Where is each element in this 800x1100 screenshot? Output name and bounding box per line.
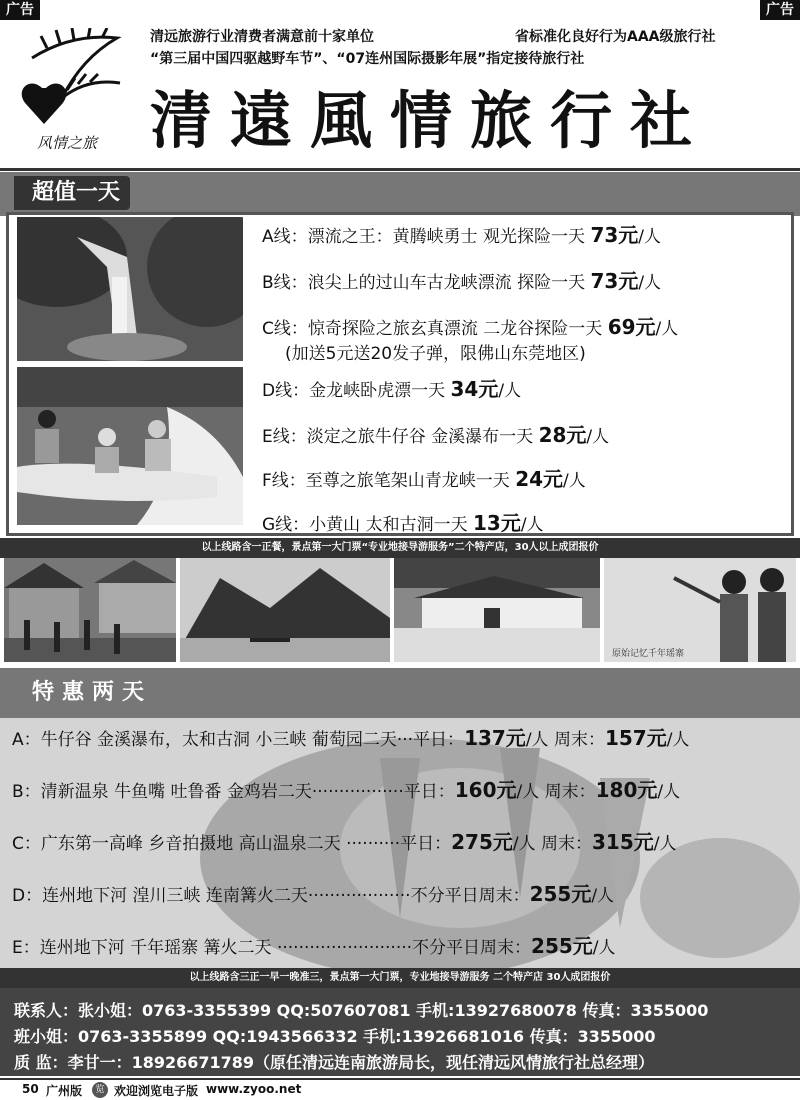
brand-name: 清遠風情旅行社 (150, 84, 711, 157)
one-day-note: 以上线路含一正餐，景点第一大门票“专业地接导游服务”二个特产店，30人以上成团报价 (0, 538, 800, 558)
line-item-price: 24元 (515, 467, 564, 491)
section-two-day-bar (0, 668, 800, 718)
header (0, 20, 800, 170)
line-item-text: C线：惊奇探险之旅玄真漂流 二龙谷探险一天 (262, 319, 608, 339)
line-item-unit: /人 (638, 273, 662, 293)
line-item-text: G线：小黄山 太和古洞一天 (262, 515, 473, 535)
line-item-e (262, 419, 609, 448)
contact-line-2: 班小姐：0763-3355899 QQ:1943566332 手机:13926681016 传真：3355000 (14, 1027, 656, 1046)
line-text: D：连州地下河 湟川三峡 连南篝火二天···················不分平日周末： (12, 886, 530, 906)
price-unit: /人 周末： (525, 730, 605, 750)
line-item-price: 73元 (590, 269, 639, 293)
line-item-text: D线：金龙峡卧虎漂一天 (262, 381, 451, 401)
village-photo (4, 558, 176, 662)
line-item-text: B线：浪尖上的过山车古龙峡漂流 探险一天 (262, 273, 591, 293)
ad-tag-right: 广告 (760, 0, 800, 20)
line-item-unit: /人 (563, 471, 586, 491)
two-day-panel (0, 718, 800, 968)
weekend-price: 180元 (595, 778, 658, 802)
line-item-price: 34元 (450, 377, 499, 401)
strip-caption: 原始记忆千年瑶寨 (612, 649, 685, 659)
line-item-unit: /人 (638, 227, 662, 247)
weekend-price: 157元 (604, 726, 667, 750)
line-item-unit: /人 (655, 319, 679, 339)
line-item-price: 73元 (590, 223, 639, 247)
honor-line-designated: “第三届中国四驱越野车节”、“07连州国际摄影年展”指定接待旅行社 (150, 51, 585, 67)
section-two-day-title: 特惠两天 (32, 680, 153, 705)
line-text: A：牛仔谷 金溪瀑布，太和古洞 小三峡 葡萄园二天···平日： (12, 730, 465, 750)
old-house-photo (394, 558, 600, 662)
line-item-unit: /人 (520, 515, 544, 535)
line-item-text: E线：淡定之旅牛仔谷 金溪瀑布一天 (262, 427, 539, 447)
line-item-price: 13元 (472, 511, 521, 535)
header-rule (0, 168, 800, 171)
footer (0, 1078, 800, 1100)
line-item-text: F线：至尊之旅笔架山青龙峡一天 (262, 471, 516, 491)
contact-line-1: 联系人：张小姐：0763-3355399 QQ:507607081 手机:13927680078 传真：3355000 (14, 1001, 709, 1020)
line-item-price: 69元 (607, 315, 656, 339)
site-link[interactable]: www.zyoo.net (206, 1082, 302, 1096)
price-unit: /人 (657, 782, 681, 802)
price-unit: /人 (592, 938, 616, 958)
line-text: E：连州地下河 千年瑶寨 篝火二天 ·························不分平日周末： (12, 938, 532, 958)
line-item-text: (加送5元送20发子弹，限佛山东莞地区) (285, 344, 586, 364)
line-item-unit: /人 (498, 381, 522, 401)
two-day-line-c (12, 826, 677, 855)
line-item-b (262, 265, 661, 294)
contact-line-supervisor: 质 监：李甘一：18926671789（原任清远连南旅游局长，现任清远风情旅行社总经理） (14, 1053, 655, 1072)
price-unit: /人 周末： (512, 834, 593, 854)
line-item-c-note (285, 339, 586, 364)
flat-price: 255元 (531, 934, 593, 958)
line-item-f (262, 463, 586, 492)
welcome-text: 欢迎浏览电子版 (114, 1084, 199, 1098)
waterfall-photo (17, 217, 243, 361)
one-day-panel (6, 212, 794, 536)
two-day-line-b (12, 774, 680, 803)
weekday-price: 275元 (451, 830, 513, 854)
weekend-price: 315元 (592, 830, 654, 854)
honor-line-left: 清远旅游行业清费者满意前十家单位 (150, 29, 374, 45)
line-text: C：广东第一高峰 乡音拍摄地 高山温泉二天 ··········平日： (12, 834, 452, 854)
line-item-c (262, 311, 678, 340)
edition-badge-icon: 览 (92, 1082, 108, 1098)
line-item-a (262, 219, 661, 248)
two-day-line-e (12, 930, 616, 959)
contact-block (0, 988, 800, 1076)
line-item-unit: /人 (586, 427, 610, 447)
two-day-line-d (12, 878, 614, 907)
ad-tag-left: 广告 (0, 0, 40, 20)
price-unit: /人 (591, 886, 615, 906)
flat-price: 255元 (529, 882, 592, 906)
line-item-d (262, 373, 521, 402)
price-unit: /人 (653, 834, 677, 854)
weekday-price: 160元 (454, 778, 517, 802)
line-item-text: A线：漂流之王：黄腾峡勇士 观光探险一天 (262, 227, 591, 247)
line-item-price: 28元 (538, 423, 587, 447)
section-one-day-bar (0, 172, 800, 216)
photo-strip (0, 558, 800, 666)
line-item-g (262, 507, 544, 536)
price-unit: /人 (666, 730, 690, 750)
logo-text: 风情之旅 (36, 134, 97, 152)
edition-label: 广州版 (46, 1084, 83, 1098)
section-one-day-title: 超值一天 (14, 176, 130, 210)
rafting-photo (17, 367, 243, 525)
river-gorge-photo (180, 558, 390, 662)
two-day-note: 以上线路含三正一早一晚准三，景点第一大门票，专业地接导游服务 二个特产店 30人成团报价 (0, 968, 800, 988)
line-text: B：清新温泉 牛鱼嘴 吐鲁番 金鸡岩二天·················平日： (12, 782, 455, 802)
honor-line-right: 省标准化良好行为AAA级旅行社 (515, 29, 716, 45)
price-unit: /人 周末： (516, 782, 596, 802)
page-number: 50 (22, 1082, 39, 1096)
two-day-line-a (12, 722, 689, 751)
weekday-price: 137元 (464, 726, 526, 750)
